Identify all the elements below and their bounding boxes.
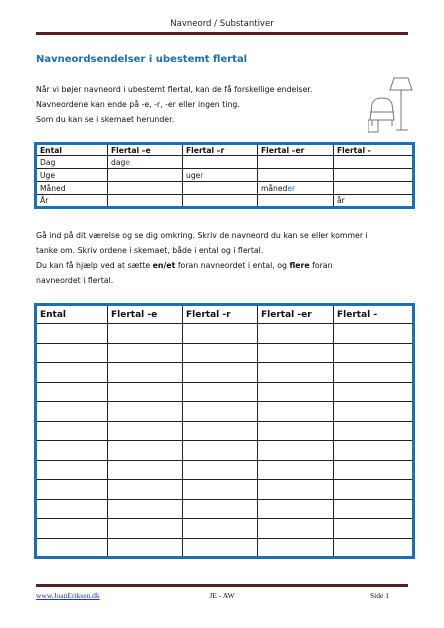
blank-answer-cell <box>183 402 258 422</box>
blank-answer-cell <box>36 460 108 480</box>
blank-answer-cell <box>108 460 183 480</box>
table-cell <box>183 195 258 208</box>
exercise-table <box>34 303 415 559</box>
blank-answer-cell <box>258 441 334 461</box>
instruction-text: Du kan få hjælp ved at sætte <box>36 261 151 270</box>
instruction-line: tanke om. Skriv ordene i skemaet, både i ental og i flertal. <box>36 246 264 255</box>
column-header: Flertal - <box>334 305 414 324</box>
word-ending: er <box>287 183 296 193</box>
blank-answer-cell <box>258 363 334 383</box>
instruction-line <box>36 258 368 273</box>
blank-answer-cell <box>258 519 334 539</box>
word-stem: måned <box>261 183 288 193</box>
column-header: Flertal –e <box>108 144 183 156</box>
footer-rule <box>36 584 408 587</box>
footer-website-link[interactable]: www.JoanEriksen.dk <box>36 591 100 600</box>
table-row <box>36 343 414 363</box>
table-row <box>36 195 414 208</box>
intro-line: Som du kan se i skemaet herunder. <box>36 115 175 124</box>
blank-answer-cell <box>183 343 258 363</box>
table-cell: År <box>36 195 108 208</box>
blank-answer-cell <box>334 363 414 383</box>
blank-answer-cell <box>36 538 108 558</box>
column-header: Flertal –er <box>258 144 334 156</box>
table-row <box>36 363 414 383</box>
instruction-line: Gå ind på dit værelse og se dig omkring. Skriv de navneord du kan se eller kommer i <box>36 231 368 240</box>
table-row <box>36 382 414 402</box>
blank-answer-cell <box>36 480 108 500</box>
blank-answer-cell <box>258 480 334 500</box>
table-header-row <box>36 144 414 156</box>
column-header: Flertal -er <box>258 305 334 324</box>
document-header-title: Navneord / Substantiver <box>170 19 274 29</box>
blank-answer-cell <box>334 421 414 441</box>
column-header: Flertal -e <box>108 305 183 324</box>
blank-answer-cell <box>258 538 334 558</box>
table-row <box>36 519 414 539</box>
table-row <box>36 460 414 480</box>
instruction-text: foran navneordet i ental, og <box>177 261 287 270</box>
footer-page-number: Side 1 <box>370 591 389 600</box>
table-row <box>36 156 414 169</box>
table-cell: Måned <box>36 182 108 195</box>
table-row <box>36 538 414 558</box>
table-row <box>36 182 414 195</box>
blank-answer-cell <box>183 538 258 558</box>
table-row <box>36 169 414 182</box>
table-cell <box>258 169 334 182</box>
blank-answer-cell <box>183 363 258 383</box>
blank-answer-cell <box>108 441 183 461</box>
blank-answer-cell <box>334 441 414 461</box>
blank-answer-cell <box>258 421 334 441</box>
blank-answer-cell <box>108 499 183 519</box>
table-cell <box>183 156 258 169</box>
table-cell <box>258 156 334 169</box>
blank-answer-cell <box>183 441 258 461</box>
blank-answer-cell <box>183 421 258 441</box>
table-cell: Dag <box>36 156 108 169</box>
table-cell <box>108 169 183 182</box>
word-stem: dag <box>111 157 126 167</box>
blank-answer-cell <box>183 499 258 519</box>
table-row <box>36 441 414 461</box>
table-cell <box>334 169 414 182</box>
blank-answer-cell <box>258 343 334 363</box>
table-cell <box>183 182 258 195</box>
instructions-paragraph <box>36 228 368 288</box>
table-cell: år <box>334 195 414 208</box>
armchair-lamp-illustration <box>368 76 414 134</box>
blank-answer-cell <box>334 460 414 480</box>
intro-line: Når vi bøjer navneord i ubestemt flertal, kan de få forskellige endelser. <box>36 85 313 94</box>
column-header: Ental <box>36 305 108 324</box>
blank-answer-cell <box>108 324 183 344</box>
blank-answer-cell <box>108 363 183 383</box>
blank-answer-cell <box>334 538 414 558</box>
instruction-line: navneordet i flertal. <box>36 276 114 285</box>
blank-answer-cell <box>183 382 258 402</box>
blank-answer-cell <box>258 402 334 422</box>
blank-answer-cell <box>258 499 334 519</box>
table-header-row <box>36 305 414 324</box>
blank-answer-cell <box>36 519 108 539</box>
table-cell <box>108 156 183 169</box>
blank-answer-cell <box>334 480 414 500</box>
footer-initials: JE - AW <box>209 591 235 600</box>
blank-answer-cell <box>108 538 183 558</box>
word-ending: r <box>200 170 204 180</box>
blank-answer-cell <box>36 363 108 383</box>
instruction-keyword: en/et <box>152 261 176 270</box>
blank-answer-cell <box>334 402 414 422</box>
blank-answer-cell <box>108 519 183 539</box>
table-cell <box>258 195 334 208</box>
example-table <box>34 142 415 209</box>
blank-answer-cell <box>36 499 108 519</box>
blank-answer-cell <box>183 460 258 480</box>
blank-answer-cell <box>36 421 108 441</box>
word-ending: e <box>125 157 130 167</box>
table-row <box>36 324 414 344</box>
column-header: Flertal –r <box>183 144 258 156</box>
table-cell <box>183 169 258 182</box>
blank-answer-cell <box>183 519 258 539</box>
table-cell <box>334 156 414 169</box>
table-cell <box>258 182 334 195</box>
intro-paragraph <box>36 82 312 127</box>
blank-answer-cell <box>108 480 183 500</box>
column-header: Ental <box>36 144 108 156</box>
blank-answer-cell <box>108 343 183 363</box>
page-heading: Navneordsendelser i ubestemt flertal <box>36 54 248 65</box>
table-cell: Uge <box>36 169 108 182</box>
blank-answer-cell <box>334 499 414 519</box>
blank-answer-cell <box>258 382 334 402</box>
blank-answer-cell <box>108 382 183 402</box>
table-row <box>36 402 414 422</box>
intro-line: Navneordene kan ende på -e, -r, -er eller ingen ting. <box>36 100 240 109</box>
instruction-text: foran <box>312 261 333 270</box>
blank-answer-cell <box>258 460 334 480</box>
instruction-keyword: flere <box>289 261 310 270</box>
blank-answer-cell <box>183 324 258 344</box>
blank-answer-cell <box>108 402 183 422</box>
header-rule <box>36 32 408 35</box>
column-header: Flertal -r <box>183 305 258 324</box>
table-row <box>36 421 414 441</box>
blank-answer-cell <box>334 343 414 363</box>
table-row <box>36 499 414 519</box>
blank-answer-cell <box>36 382 108 402</box>
blank-answer-cell <box>183 480 258 500</box>
blank-answer-cell <box>108 421 183 441</box>
blank-answer-cell <box>36 441 108 461</box>
table-cell <box>108 195 183 208</box>
column-header: Flertal - <box>334 144 414 156</box>
blank-answer-cell <box>334 324 414 344</box>
word-stem: uge <box>186 170 201 180</box>
table-cell <box>108 182 183 195</box>
blank-answer-cell <box>36 402 108 422</box>
blank-answer-cell <box>334 382 414 402</box>
blank-answer-cell <box>258 324 334 344</box>
table-row <box>36 480 414 500</box>
blank-answer-cell <box>36 343 108 363</box>
blank-answer-cell <box>36 324 108 344</box>
table-cell <box>334 182 414 195</box>
blank-answer-cell <box>334 519 414 539</box>
